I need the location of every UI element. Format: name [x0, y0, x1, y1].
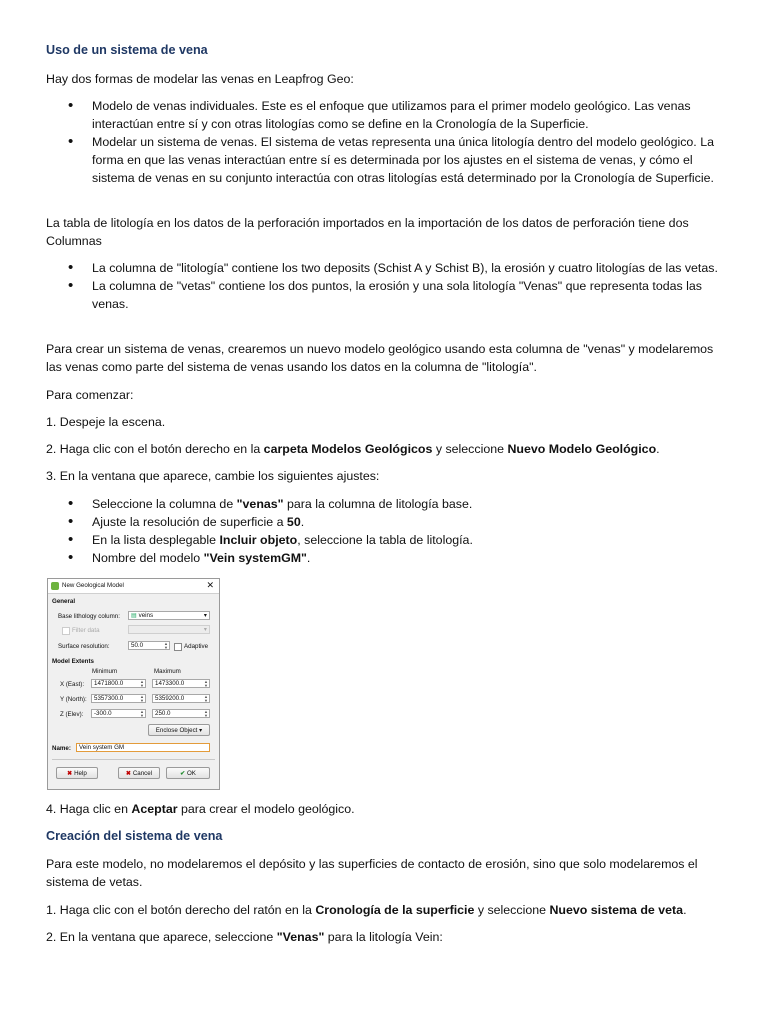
model-name-input[interactable]: Vein system GM	[76, 743, 210, 752]
creation-step-1: 1. Haga clic con el botón derecho del ratón en la Cronología de la superficie y seleccione Nuevo sistema de veta.	[46, 903, 687, 917]
help-icon: ✖	[67, 770, 73, 777]
settings-list	[46, 495, 722, 567]
step-2: 2. Haga clic con el botón derecho en la carpeta Modelos Geológicos y seleccione Nuevo Modelo Geológico.	[46, 442, 660, 456]
spinner-icon[interactable]: ▲ ▼	[140, 709, 144, 718]
filter-data-label: Filter data	[72, 627, 100, 634]
intro-paragraph: Hay dos formas de modelar las venas en Leapfrog Geo:	[46, 72, 354, 86]
list-item: • En la lista desplegable Incluir objeto, seleccione la tabla de litología.	[46, 531, 722, 549]
dialog-title: New Geological Model	[62, 582, 124, 589]
spinner-icon[interactable]: ▲ ▼	[204, 694, 208, 703]
list-item: • Modelar un sistema de venas. El sistema de vetas representa una única litología dentro del modelo geológico. La forma en que las venas interactúan entre sí es determinada por los ajustes en el sistema de venas, y cómo el sistema de venas en su conjunto interactúa con otras litologías está determinado por la Cronología de Superficie.	[46, 133, 722, 187]
list-item: • Nombre del modelo "Vein systemGM".	[46, 549, 722, 567]
vein-creation-paragraph: Para este modelo, no modelaremos el depósito y las superficies de contacto de erosión, sino que solo modelaremos el sistema de vetas.	[46, 857, 698, 889]
enclose-object-button[interactable]: Enclose Object ▾	[148, 724, 210, 736]
modeling-options-list	[46, 97, 722, 187]
start-paragraph: Para comenzar:	[46, 388, 134, 402]
spinner-icon[interactable]: ▲ ▼	[140, 694, 144, 703]
x-max-input[interactable]: 1473300.0 ▲ ▼	[152, 679, 210, 688]
spinner-icon[interactable]: ▲ ▼	[204, 679, 208, 688]
model-extents-label: Model Extents	[52, 658, 94, 665]
z-max-input[interactable]: 250.0 ▲ ▼	[152, 709, 210, 718]
create-paragraph: Para crear un sistema de venas, crearemos un nuevo modelo geológico usando esta columna de "venas" y modelaremos las venas como parte del sistema de venas usando los datos en la columna de "litología".	[46, 342, 714, 374]
divider	[52, 759, 215, 760]
surface-resolution-label: Surface resolution:	[58, 643, 110, 650]
checkmark-icon: ✔	[180, 770, 186, 777]
list-item: • La columna de "litología" contiene los two deposits (Schist A y Schist B), la erosión y cuatro litologías de las vetas.	[46, 259, 722, 277]
help-button[interactable]: ✖ Help	[56, 767, 98, 779]
y-north-label: Y (North):	[60, 696, 87, 703]
close-icon[interactable]: ✕	[206, 580, 214, 590]
filter-data-checkbox[interactable]	[62, 627, 70, 635]
y-min-input[interactable]: 5357300.0 ▲ ▼	[91, 694, 146, 703]
x-east-label: X (East):	[60, 681, 85, 688]
section-heading-vein-system: Uso de un sistema de vena	[46, 43, 208, 57]
filter-data-select	[128, 625, 210, 634]
list-item: • La columna de "vetas" contiene los dos puntos, la erosión y una sola litología "Venas" que representa todas las venas.	[46, 277, 722, 313]
ok-button[interactable]: ✔ OK	[166, 767, 210, 779]
base-lithology-label: Base lithology column:	[58, 613, 120, 620]
y-max-input[interactable]: 5359200.0 ▲ ▼	[152, 694, 210, 703]
chevron-down-icon: ▾	[203, 612, 207, 619]
new-geological-model-dialog	[47, 578, 220, 790]
adaptive-label: Adaptive	[184, 643, 209, 650]
spinner-icon[interactable]: ▲ ▼	[204, 709, 208, 718]
list-item: • Ajuste la resolución de superficie a 50.	[46, 513, 722, 531]
list-item: • Modelo de venas individuales. Este es el enfoque que utilizamos para el primer modelo geológico. Las venas interactúan entre sí y con otras litologías como se define en la Cronología de la Superficie.	[46, 97, 722, 133]
creation-step-2: 2. En la ventana que aparece, seleccione "Venas" para la litología Vein:	[46, 930, 443, 944]
adaptive-checkbox[interactable]	[174, 643, 182, 651]
base-lithology-select[interactable]: ▤ veins ▾	[128, 611, 210, 620]
dropdown-arrow-icon: ▾	[199, 727, 203, 734]
z-elev-label: Z (Elev):	[60, 711, 84, 718]
cancel-button[interactable]: ✖ Cancel	[118, 767, 160, 779]
name-label: Name:	[52, 745, 71, 752]
leapfrog-logo-icon	[51, 582, 59, 590]
z-min-input[interactable]: -300.0 ▲ ▼	[91, 709, 146, 718]
spinner-icon[interactable]: ▲ ▼	[164, 641, 168, 650]
surface-resolution-input[interactable]: 50.0 ▲ ▼	[128, 641, 170, 650]
minimum-header: Minimum	[92, 668, 118, 675]
column-icon: ▤	[131, 612, 137, 619]
maximum-header: Maximum	[154, 668, 181, 675]
cancel-icon: ✖	[125, 770, 132, 777]
general-section-label: General	[52, 598, 76, 605]
dialog-title-bar	[48, 579, 219, 594]
chevron-down-icon: ▾	[203, 626, 207, 633]
step-3: 3. En la ventana que aparece, cambie los siguientes ajustes:	[46, 469, 380, 483]
spinner-icon[interactable]: ▲ ▼	[140, 679, 144, 688]
x-min-input[interactable]: 1471800.0 ▲ ▼	[91, 679, 146, 688]
columns-list	[46, 259, 722, 313]
list-item: • Seleccione la columna de "venas" para la columna de litología base.	[46, 495, 722, 513]
section-heading-vein-creation: Creación del sistema de vena	[46, 829, 223, 843]
table-paragraph: La tabla de litología en los datos de la perforación importados en la importación de los datos de perforación tiene dos Columnas	[46, 216, 689, 248]
step-1: 1. Despeje la escena.	[46, 415, 166, 429]
step-4: 4. Haga clic en Aceptar para crear el modelo geológico.	[46, 802, 355, 816]
